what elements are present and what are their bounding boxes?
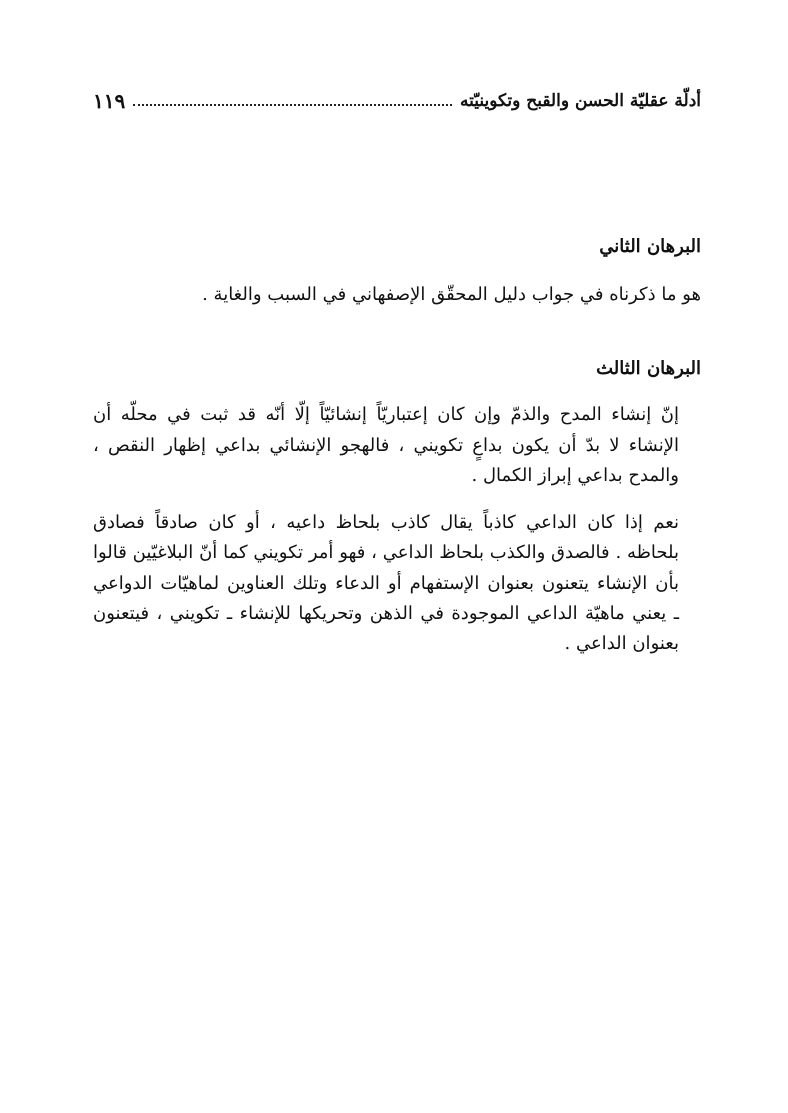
page-body: [93, 232, 701, 660]
text-line: هو ما ذكرناه في جواب دليل المحقّق الإصفهاني في السبب والغاية .: [202, 284, 701, 305]
paragraph-third-proof-2: [93, 508, 701, 659]
text-line: إنّ إنشاء المدح والذمّ وإن كان إعتباريّاً إنشائيّاً إلّا أنّه قد ثبت في محلّه أن: [93, 404, 679, 426]
text-line: ـ يعني ماهيّة الداعي الموجودة في الذهن وتحريكها للإنشاء ـ تكويني ، فيتعنون: [93, 603, 679, 625]
dot-leader: [133, 104, 452, 106]
heading-second-proof: البرهان الثاني: [599, 236, 701, 257]
text-line: الإنشاء لا بدّ أن يكون بداعٍ تكويني ، فالهجو الإنشائي بداعي إظهار النقص ،: [93, 434, 679, 456]
paragraph-third-proof-1: [93, 400, 701, 491]
heading-third-proof: البرهان الثالث: [596, 358, 701, 380]
text-line: بلحاظه . فالصدق والكذب بلحاظ الداعي ، فهو أمر تكويني كما أنّ البلاغيّين قالوا: [93, 542, 679, 564]
text-line: نعم إذا كان الداعي كاذباً يقال كاذب بلحاظ داعيه ، أو كان صادقاً فصادق: [93, 512, 679, 534]
page-number: ١١٩: [93, 89, 126, 113]
text-line: بعنوان الداعي .: [564, 633, 679, 655]
text-line: بأن الإنشاء يتعنون بعنوان الإستفهام أو الدعاء وتلك العناوين لماهيّات الدواعي: [93, 572, 679, 594]
running-title: أدلّة عقليّة الحسن والقبح وتكوينيّته: [459, 91, 701, 111]
text-line: والمدح بداعي إبراز الكمال .: [471, 464, 679, 486]
paragraph-second-proof: [93, 280, 701, 310]
running-header: [93, 86, 701, 116]
